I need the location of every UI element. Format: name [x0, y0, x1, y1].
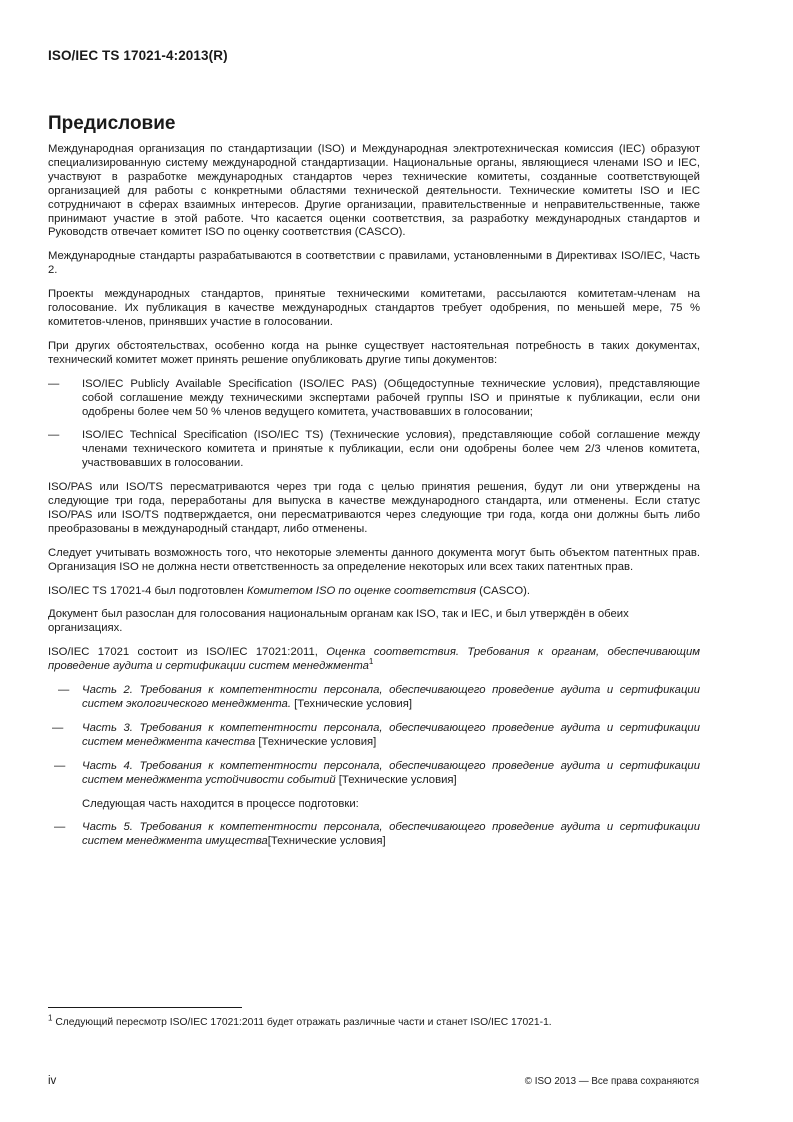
part-type: [Технические условия]	[290, 698, 412, 710]
part-title: Часть 5. Требования к компетентности персонала, обеспечивающего проведение аудита и сертификации систем менеджмента имущества	[82, 821, 700, 848]
standard-title: Оценка соответствия. Требования к органам, обеспечивающим проведение аудита и сертификации систем менеджмента	[48, 646, 700, 673]
paragraph-voting: Проекты международных стандартов, принятые техническими комитетами, рассылаются комитетам-членам на голосование. Их публикация в качестве международных стандартов требует одобрения, по меньшей мере, 75 % комитетов-членов, принявших участие в голосовании.	[48, 288, 700, 328]
paragraph-prepared-by	[48, 585, 700, 599]
dash-marker: —	[58, 684, 70, 697]
paragraph-circulated: Документ был разослан для голосования национальным органам как ISO, так и IEC, и был утверждён в обеих организациях.	[48, 608, 629, 635]
dash-marker: —	[48, 429, 60, 442]
footnote	[48, 1013, 700, 1028]
page-number: iv	[48, 1075, 57, 1087]
committee-name: Комитетом ISO по оценке соответствия	[246, 584, 477, 597]
dash-marker: —	[54, 821, 66, 834]
dash-marker: —	[52, 721, 64, 734]
list-item-part-3	[48, 722, 700, 750]
list-item-part-4	[48, 760, 700, 788]
part-title: Часть 3. Требования к компетентности персонала, обеспечивающего проведение аудита и сертификации систем менеджмента качества	[82, 721, 700, 748]
paragraph-directives: Международные стандарты разрабатываются в соответствии с правилами, установленными в Директивах ISO/IEC, Часть 2.	[48, 250, 700, 277]
paragraph-patents: Следует учитывать возможность того, что некоторые элементы данного документа могут быть объектом патентных прав. Организация ISO не должна нести ответственность за определение некоторых или всех таких патентных прав.	[48, 546, 700, 573]
footnote-ref: 1	[368, 657, 374, 667]
list-item-part-2	[48, 684, 700, 712]
dash-marker: —	[48, 377, 60, 390]
paragraph-other-documents: При других обстоятельствах, особенно когда на рынке существует настоятельная потребность в таких документах, технический комитет может принять решение опубликовать другие типы документов:	[48, 339, 700, 366]
footnote-text: Следующий пересмотр ISO/IEC 17021:2011 будет отражать различные части и станет ISO/IEC 17021-1.	[52, 1017, 552, 1028]
part-title: Часть 2. Требования к компетентности персонала, обеспечивающего проведение аудита и сертификации систем экологического менеджмента.	[82, 684, 700, 710]
dash-marker: —	[54, 759, 66, 772]
footnote-divider	[48, 1007, 242, 1008]
part-type: [Технические условия]	[335, 773, 457, 786]
page-title: Предисловие	[48, 113, 176, 134]
footnote-number: 1	[48, 1013, 53, 1023]
document-header-id: ISO/IEC TS 17021-4:2013(R)	[48, 48, 228, 63]
paragraph-parts-intro	[48, 646, 700, 674]
list-item-pas	[48, 378, 700, 420]
next-part-note: Следующая часть находится в процессе подготовки:	[82, 797, 359, 810]
document-body	[48, 143, 700, 859]
list-item-part-5	[48, 821, 700, 849]
paragraph-organizations: Международная организация по стандартизации (ISO) и Международная электротехническая комиссия (IEC) образуют специализированную систему международной стандартизации. Национальные органы, являющиеся членами ISO и IEC, участвуют в разработке международных стандартов через технические комитеты, созданные соответствующей организацией для работы с конкретными областями технической деятельности. Технические комитеты ISO и IEC сотрудничают в сферах взаимных интересов. Другие организации, правительственные и неправительственные, также принимают участие в этой работе. Что касается оценки соответствия, за разработку международных стандартов и Руководств отвечает комитет ISO по оценку соответствия (CASCO).	[48, 143, 700, 239]
list-item-text: ISO/IEC Technical Specification (ISO/IEC TS) (Технические условия), представляющие собой соглашение между членами технического комитета и принятые к публикации, если они одобрены более чем 2/3 членов комитета, участвовавших в голосовании.	[82, 429, 700, 470]
part-type: [Технические условия]	[267, 835, 386, 848]
list-item-text: ISO/IEC Publicly Available Specification (ISO/IEC PAS) (Общедоступные технические условия), представляющие собой соглашение между техническими экспертами рабочей группы ISO и принятые к публикации, если они одобрены более чем 50 % членов ведущего комитета, участвовавших в голосовании;	[82, 377, 700, 418]
part-type: [Технические условия]	[255, 735, 377, 748]
list-item-ts	[48, 429, 700, 471]
prepared-by-text: ISO/IEC TS 17021-4 был подготовлен	[48, 584, 247, 597]
part-title: Часть 4. Требования к компетентности персонала, обеспечивающего проведение аудита и сертификации систем менеджмента устойчивости событий	[82, 759, 700, 786]
paragraph-review: ISO/PAS или ISO/TS пересматриваются через три года с целью принятия решения, будут ли они утверждены на следующие три года, переработаны для выпуска в качестве международного стандарта, или отменены. Если статус ISO/PAS или ISO/TS подтверждается, они пересматриваются через следующие три года, когда они должны быть либо преобразованы в международный стандарт, либо отменены.	[48, 481, 700, 535]
copyright-notice: © ISO 2013 — Все права сохраняются	[524, 1076, 699, 1087]
committee-abbr: (CASCO).	[476, 584, 531, 597]
parts-intro-text: ISO/IEC 17021 состоит из ISO/IEC 17021:2011,	[48, 646, 327, 659]
